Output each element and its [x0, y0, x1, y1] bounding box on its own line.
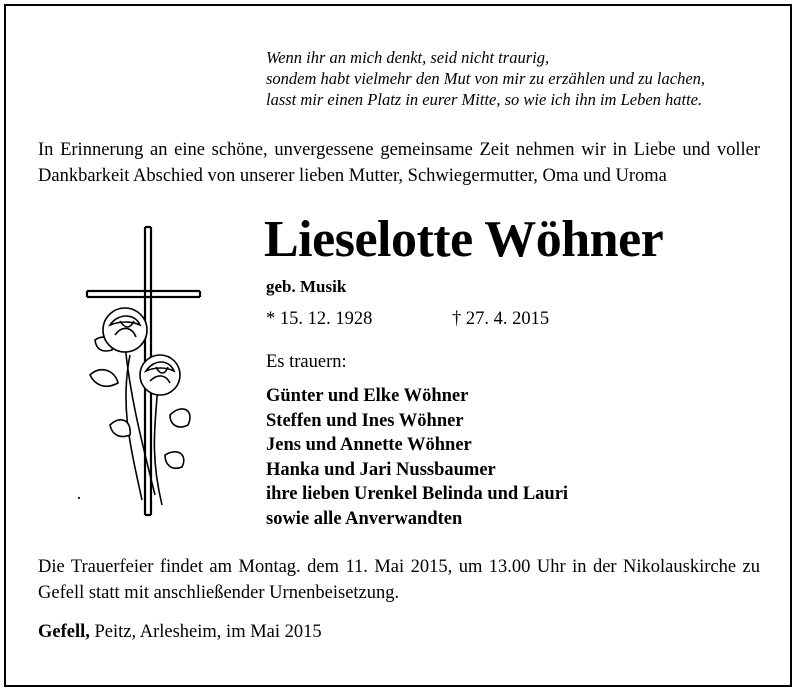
signoff-place: Gefell, [38, 622, 90, 642]
death-date: † 27. 4. 2015 [452, 309, 550, 329]
life-dates [266, 309, 666, 330]
print-mark [78, 497, 80, 499]
funeral-notice: Die Trauerfeier findet am Montag. dem 11. Mai 2015, um 13.00 Uhr in der Nikolauskirche zu Gefell statt mit anschließender Urnenbeisetzung. [38, 557, 760, 603]
intro-text: In Erinnerung an eine schöne, unvergessene gemeinsame Zeit nehmen wir in Liebe und voller Dankbarkeit Abschied von unserer lieben Mutter, Schwiegermutter, Oma und Uroma [38, 140, 760, 186]
birth-date: * 15. 12. 1928 [266, 309, 373, 329]
mourner: Steffen und Ines Wöhner [266, 410, 464, 431]
cross-with-roses-icon [70, 225, 210, 525]
mourner: Hanka und Jari Nussbaumer [266, 459, 496, 480]
maiden-name: geb. Musik [266, 277, 347, 296]
mourners-label: Es trauern: [266, 352, 347, 372]
mourner: Jens und Annette Wöhner [266, 435, 472, 455]
deceased-name: Lieselotte Wöhner [264, 211, 664, 268]
mourners-list [266, 384, 568, 531]
poem-line: sondem habt vielmehr den Mut von mir zu erzählen und zu lachen, [266, 69, 706, 88]
signoff [38, 622, 322, 643]
mourner: sowie alle Anverwandten [266, 508, 463, 529]
signoff-rest: Peitz, Arlesheim, im Mai 2015 [89, 622, 322, 642]
mourner: Günter und Elke Wöhner [266, 386, 469, 406]
poem [266, 47, 705, 110]
poem-line: Wenn ihr an mich denkt, seid nicht traurig, [266, 48, 550, 67]
mourner: ihre lieben Urenkel Belinda und Lauri [266, 484, 569, 504]
poem-line: lasst mir einen Platz in eurer Mitte, so wie ich ihn im Leben hatte. [266, 90, 703, 109]
